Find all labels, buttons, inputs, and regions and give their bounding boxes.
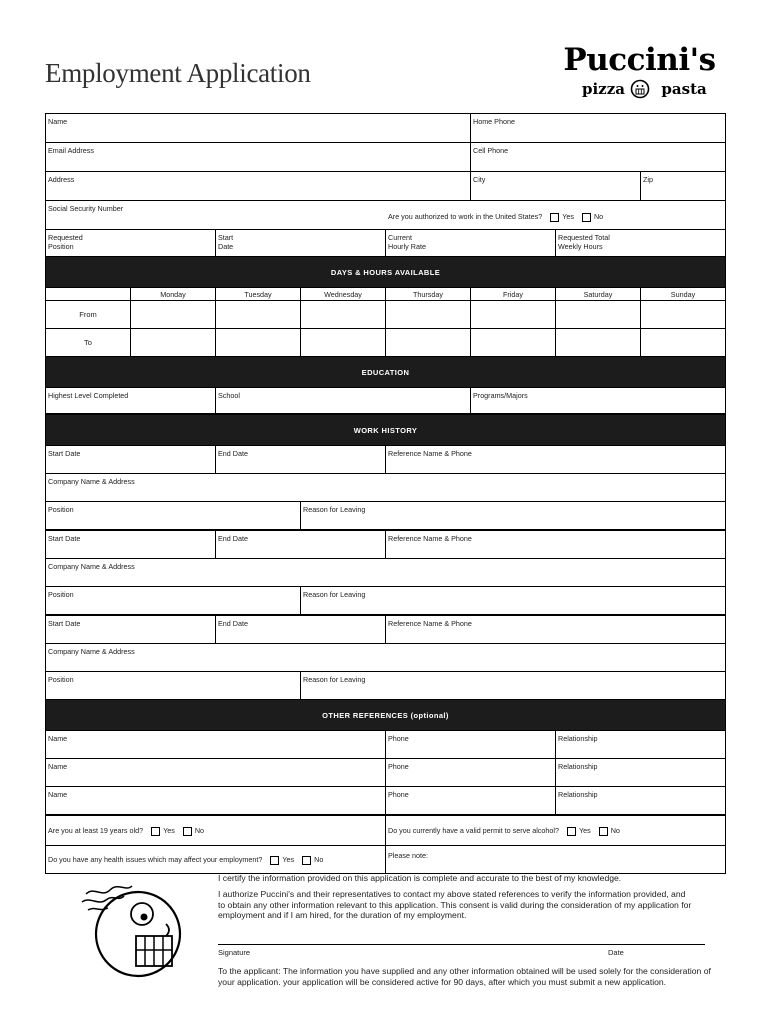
job1-company-label: Company Name & Address xyxy=(48,477,135,486)
to-wednesday-input[interactable] xyxy=(301,329,386,356)
age-no-label: No xyxy=(194,826,205,835)
job1-reference-label: Reference Name & Phone xyxy=(388,449,472,458)
ref2-relationship-field[interactable] xyxy=(556,759,726,786)
brand-logo xyxy=(552,42,727,104)
ref1-name-field[interactable] xyxy=(46,731,386,758)
job3-reference-label: Reference Name & Phone xyxy=(388,619,472,628)
job2-position-label: Position xyxy=(48,590,74,599)
ref1-relationship-field[interactable] xyxy=(556,731,726,758)
name-label: Name xyxy=(48,117,68,126)
ref3-relationship-label: Relationship xyxy=(558,790,598,799)
alcohol-no-label: No xyxy=(610,826,620,835)
to-saturday-input[interactable] xyxy=(556,329,641,356)
programs-field[interactable] xyxy=(471,388,726,413)
authorized-no-checkbox[interactable] xyxy=(582,213,591,222)
email-field[interactable] xyxy=(46,143,471,171)
job1-end-date-label: End Date xyxy=(218,449,248,458)
age-yes-checkbox[interactable] xyxy=(151,827,160,836)
logo-wordmark: Puccini's xyxy=(563,42,716,78)
job3-reason-field[interactable] xyxy=(301,672,726,699)
ref3-name-label: Name xyxy=(48,790,68,799)
start-date-label: Start Date xyxy=(218,233,234,251)
job2-reference-label: Reference Name & Phone xyxy=(388,534,472,543)
applicant-notice: To the applicant: The information you have supplied and any other information obtained will be used solely for the consideration of your application. your application will be considered active for 90 days, after which you must submit a new application. xyxy=(218,966,711,987)
ref2-relationship-label: Relationship xyxy=(558,762,598,771)
job1-reason-label: Reason for Leaving xyxy=(303,505,366,514)
ref3-relationship-field[interactable] xyxy=(556,787,726,814)
job1-reference-field[interactable] xyxy=(386,446,726,473)
job1-position-label: Position xyxy=(48,505,74,514)
highest-level-field[interactable] xyxy=(46,388,216,413)
job3-end-date-label: End Date xyxy=(218,619,248,628)
job3-start-date-label: Start Date xyxy=(48,619,81,628)
ssn-label: Social Security Number xyxy=(48,204,124,213)
date-label: Date xyxy=(608,948,624,957)
ref1-relationship-label: Relationship xyxy=(558,734,598,743)
day-thursday: Thursday xyxy=(386,288,471,300)
zip-field[interactable] xyxy=(641,172,726,200)
job3-end-date-field[interactable] xyxy=(216,616,386,643)
signature-line[interactable] xyxy=(218,944,705,945)
day-tuesday: Tuesday xyxy=(216,288,301,300)
logo-tagline-right: pasta xyxy=(661,80,707,98)
application-form xyxy=(45,113,726,874)
ref2-phone-label: Phone xyxy=(388,762,409,771)
from-sunday-input[interactable] xyxy=(641,301,726,328)
alcohol-no-checkbox[interactable] xyxy=(599,827,608,836)
authorized-no-label: No xyxy=(593,212,604,221)
alcohol-permit-question xyxy=(386,816,726,845)
footer-section xyxy=(0,860,770,1024)
highest-level-label: Highest Level Completed xyxy=(48,391,129,400)
smiley-icon xyxy=(630,79,650,99)
job3-start-date-field[interactable] xyxy=(46,616,216,643)
job2-reference-field[interactable] xyxy=(386,531,726,558)
job3-position-field[interactable] xyxy=(46,672,301,699)
job2-end-date-label: End Date xyxy=(218,534,248,543)
name-field[interactable] xyxy=(46,114,471,142)
job1-start-date-label: Start Date xyxy=(48,449,81,458)
home-phone-field[interactable] xyxy=(471,114,726,142)
job1-position-field[interactable] xyxy=(46,502,301,529)
availability-corner xyxy=(46,288,131,300)
job2-company-field[interactable] xyxy=(46,559,726,586)
health-yes-label: Yes xyxy=(282,855,295,864)
home-phone-label: Home Phone xyxy=(473,117,515,126)
email-label: Email Address xyxy=(48,146,94,155)
job3-reference-field[interactable] xyxy=(386,616,726,643)
work-history-heading: WORK HISTORY xyxy=(46,415,726,445)
age-yes-label: Yes xyxy=(163,826,175,835)
alcohol-yes-checkbox[interactable] xyxy=(567,827,576,836)
from-friday-input[interactable] xyxy=(471,301,556,328)
work-authorization-label: Are you authorized to work in the United States? xyxy=(388,212,543,221)
day-sunday: Sunday xyxy=(641,288,726,300)
alcohol-yes-label: Yes xyxy=(579,826,591,835)
work-authorization-question xyxy=(386,201,726,229)
current-rate-label: Current Hourly Rate xyxy=(388,233,426,251)
age-no-checkbox[interactable] xyxy=(183,827,192,836)
ref3-phone-field[interactable] xyxy=(386,787,556,814)
job1-reason-field[interactable] xyxy=(301,502,726,529)
ref1-phone-label: Phone xyxy=(388,734,409,743)
day-friday: Friday xyxy=(471,288,556,300)
job1-start-date-field[interactable] xyxy=(46,446,216,473)
ref2-name-label: Name xyxy=(48,762,68,771)
availability-heading: DAYS & HOURS AVAILABLE xyxy=(46,257,726,287)
job2-company-label: Company Name & Address xyxy=(48,562,135,571)
authorize-statement: I authorize Puccini's and their representatives to contact my above stated references to verify the information provided, and to obtain any other information relevant to this application. This consent is valid during the consideration of my application for employment and if I am hired, for the duration of my employment. xyxy=(218,889,692,920)
to-sunday-input[interactable] xyxy=(641,329,726,356)
job3-company-field[interactable] xyxy=(46,644,726,671)
mascot-face-icon xyxy=(78,872,188,982)
to-row-label: To xyxy=(46,329,131,356)
health-question-label: Do you have any health issues which may affect your employment? xyxy=(48,855,263,864)
certify-statement: I certify the information provided on this application is complete and accurate to the best of my knowledge. xyxy=(218,873,622,883)
education-heading: EDUCATION xyxy=(46,357,726,387)
please-note-label: Please note: xyxy=(388,851,428,860)
zip-label: Zip xyxy=(643,175,653,184)
current-rate-field[interactable] xyxy=(386,230,556,256)
job2-start-date-label: Start Date xyxy=(48,534,81,543)
from-wednesday-input[interactable] xyxy=(301,301,386,328)
job2-start-date-field[interactable] xyxy=(46,531,216,558)
job1-end-date-field[interactable] xyxy=(216,446,386,473)
ssn-field[interactable] xyxy=(46,201,386,229)
job2-end-date-field[interactable] xyxy=(216,531,386,558)
requested-hours-field[interactable] xyxy=(556,230,726,256)
day-saturday: Saturday xyxy=(556,288,641,300)
health-no-label: No xyxy=(314,855,324,864)
school-field[interactable] xyxy=(216,388,471,413)
ref3-name-field[interactable] xyxy=(46,787,386,814)
job3-reason-label: Reason for Leaving xyxy=(303,675,366,684)
address-label: Address xyxy=(48,175,75,184)
from-thursday-input[interactable] xyxy=(386,301,471,328)
from-monday-input[interactable] xyxy=(131,301,216,328)
job3-position-label: Position xyxy=(48,675,74,684)
to-friday-input[interactable] xyxy=(471,329,556,356)
school-label: School xyxy=(218,391,240,400)
logo-tagline-left: pizza xyxy=(582,80,625,98)
job2-position-field[interactable] xyxy=(46,587,301,614)
cell-phone-label: Cell Phone xyxy=(473,146,509,155)
job1-company-field[interactable] xyxy=(46,474,726,501)
day-monday: Monday xyxy=(131,288,216,300)
job2-reason-label: Reason for Leaving xyxy=(303,590,366,599)
to-monday-input[interactable] xyxy=(131,329,216,356)
signature-label: Signature xyxy=(218,948,251,957)
age-question xyxy=(46,816,386,845)
city-label: City xyxy=(473,175,486,184)
address-field[interactable] xyxy=(46,172,471,200)
city-field[interactable] xyxy=(471,172,641,200)
from-tuesday-input[interactable] xyxy=(216,301,301,328)
page-title: Employment Application xyxy=(45,58,311,88)
requested-position-field[interactable] xyxy=(46,230,216,256)
job2-reason-field[interactable] xyxy=(301,587,726,614)
age-question-label: Are you at least 19 years old? xyxy=(48,826,144,835)
cell-phone-field[interactable] xyxy=(471,143,726,171)
ref1-name-label: Name xyxy=(48,734,68,743)
ref2-phone-field[interactable] xyxy=(386,759,556,786)
ref3-phone-label: Phone xyxy=(388,790,409,799)
from-saturday-input[interactable] xyxy=(556,301,641,328)
ref2-name-field[interactable] xyxy=(46,759,386,786)
authorized-yes-checkbox[interactable] xyxy=(550,213,559,222)
from-row-label: From xyxy=(46,301,131,328)
requested-position-label: Requested Position xyxy=(48,233,83,251)
alcohol-question-label: Do you currently have a valid permit to serve alcohol? xyxy=(388,826,559,835)
authorized-yes-label: Yes xyxy=(562,212,574,221)
day-wednesday: Wednesday xyxy=(301,288,386,300)
references-heading: OTHER REFERENCES (optional) xyxy=(46,700,726,730)
requested-hours-label: Requested Total Weekly Hours xyxy=(558,233,610,251)
ref1-phone-field[interactable] xyxy=(386,731,556,758)
job3-company-label: Company Name & Address xyxy=(48,647,135,656)
to-tuesday-input[interactable] xyxy=(216,329,301,356)
to-thursday-input[interactable] xyxy=(386,329,471,356)
start-date-field[interactable] xyxy=(216,230,386,256)
programs-label: Programs/Majors xyxy=(473,391,528,400)
